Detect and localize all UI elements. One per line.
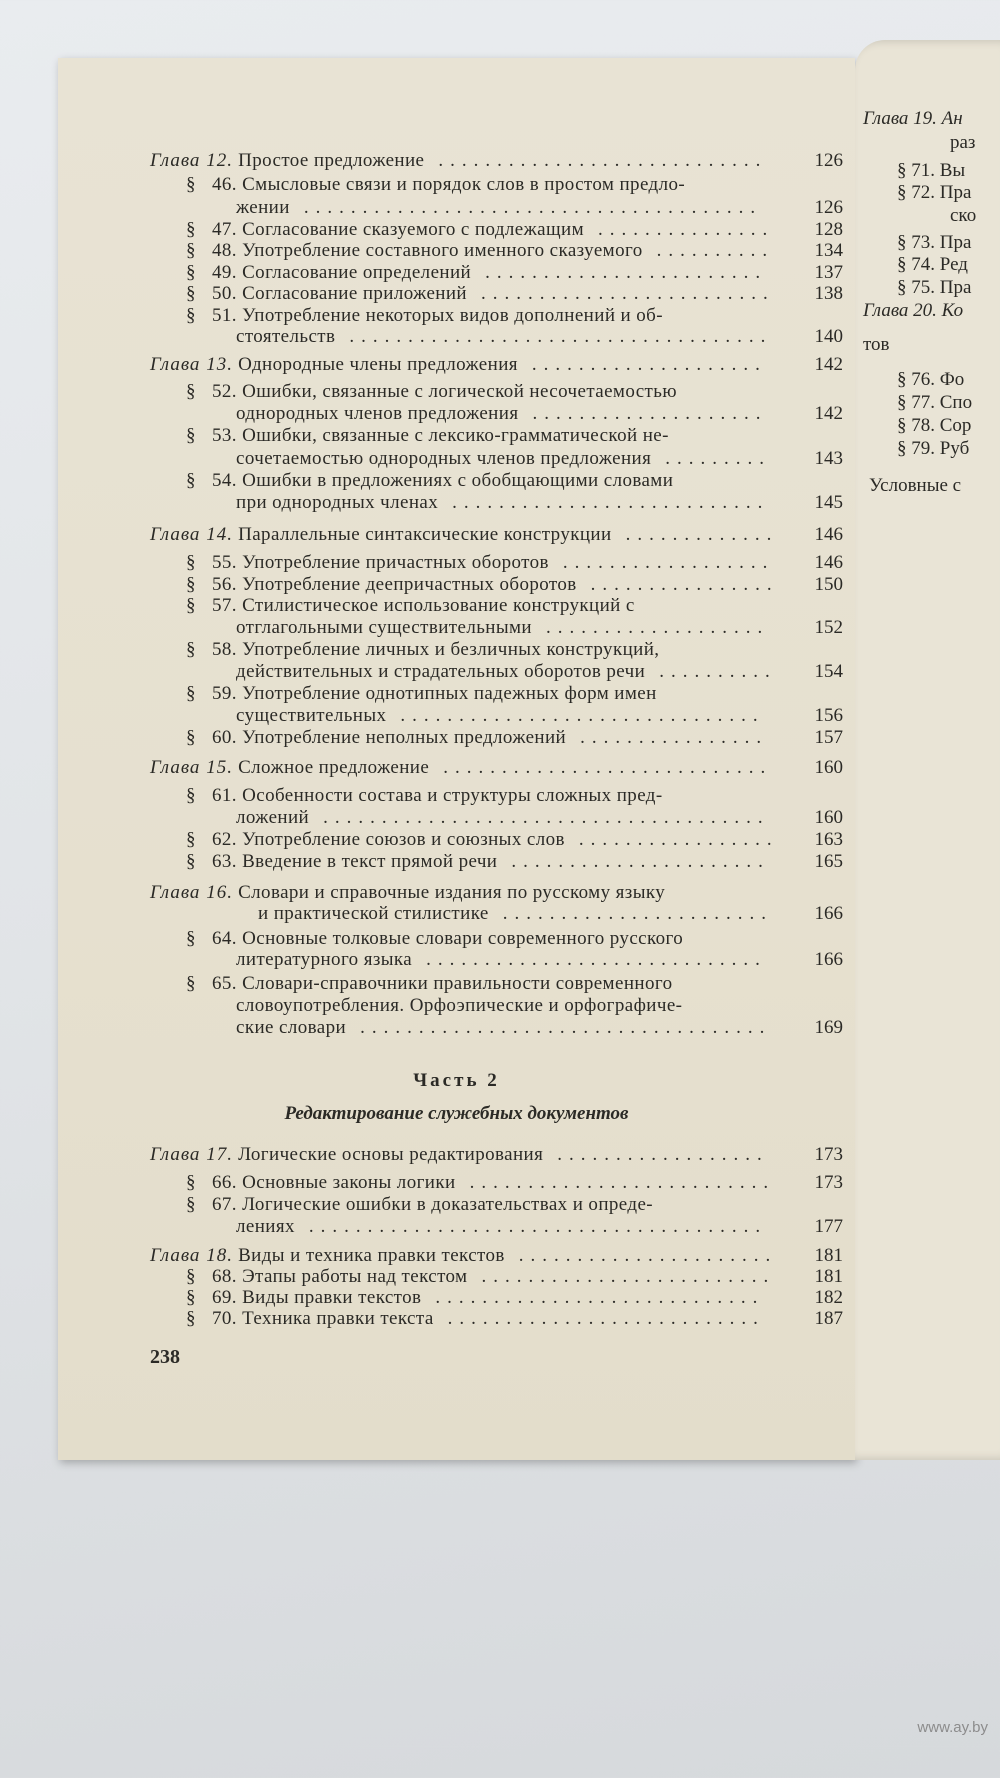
section-mark: § — [186, 1287, 196, 1308]
section-mark: § — [186, 283, 196, 304]
entry-continuation — [236, 1216, 295, 1238]
entry-continuation-text: лениях — [236, 1216, 295, 1237]
page-number: 146 — [814, 552, 843, 573]
section-entry — [186, 1308, 434, 1330]
dot-leader: ............................... — [400, 705, 765, 726]
section-mark: § — [186, 574, 196, 595]
section-title: Согласование определений — [242, 262, 472, 283]
chapter-number: 14. — [206, 524, 233, 545]
section-entry — [186, 1172, 456, 1194]
section-mark: § — [186, 240, 196, 261]
chapter-label: Глава — [150, 757, 207, 778]
dot-leader: ........................... — [452, 492, 770, 513]
page-number: 142 — [814, 354, 843, 375]
page-number: 177 — [814, 1216, 843, 1237]
section-number: 54. — [212, 470, 237, 491]
entry-continuation-text: словоупотребления. Орфоэпические и орфографиче- — [236, 995, 683, 1016]
entry-continuation-text: ские словари — [236, 1017, 347, 1038]
section-mark: § — [186, 1172, 196, 1193]
section-mark: § — [186, 595, 196, 616]
chapter-label: Глава — [150, 1144, 207, 1165]
section-number: 68. — [212, 1266, 237, 1287]
page-number: 160 — [814, 807, 843, 828]
section-title: Употребление личных и безличных конструкций, — [242, 639, 660, 660]
right-page-line: раз — [950, 132, 976, 153]
section-title: Ошибки, связанные с логической несочетаемостью — [242, 381, 677, 402]
section-entry — [186, 552, 549, 574]
part-subtitle: Редактирование служебных документов — [284, 1103, 629, 1124]
dot-leader: .......... — [656, 240, 775, 261]
chapter-title: Виды и техника правки текстов — [238, 1245, 505, 1266]
chapter-entry — [150, 150, 424, 172]
right-page — [855, 40, 1000, 1460]
dot-leader: ......................... — [481, 283, 775, 304]
page-number: 154 — [814, 661, 843, 682]
right-page-line: § 74. Ред — [897, 254, 968, 275]
page-number: 156 — [814, 705, 843, 726]
section-entry — [186, 727, 566, 749]
section-number: 60. — [212, 727, 237, 748]
section-title: Согласование приложений — [242, 283, 467, 304]
dot-leader: .................................... — [349, 326, 773, 347]
section-title: Употребление некоторых видов дополнений и об- — [242, 305, 663, 326]
section-mark: § — [186, 639, 196, 660]
right-page-line: Глава 20. Ко — [863, 300, 964, 321]
section-mark: § — [186, 785, 196, 806]
section-number: 56. — [212, 574, 237, 595]
page-number: 181 — [814, 1245, 843, 1266]
right-page-line: § 75. Пра — [897, 277, 972, 298]
section-entry — [186, 1266, 467, 1288]
entry-continuation-text: и практической стилистике — [258, 903, 489, 924]
section-entry — [186, 262, 471, 284]
page-number: 143 — [814, 448, 843, 469]
dot-leader: ........................ — [485, 262, 768, 283]
right-page-line: § 79. Руб — [897, 438, 970, 459]
section-number: 53. — [212, 425, 237, 446]
section-number: 46. — [212, 174, 237, 195]
section-mark: § — [186, 851, 196, 872]
dot-leader: ............................ — [443, 757, 773, 778]
entry-continuation-text: сочетаемостью однородных членов предложения — [236, 448, 652, 469]
dot-leader: ................... — [546, 617, 770, 638]
chapter-label: Глава — [150, 882, 207, 903]
section-title: Основные толковые словари современного русского — [242, 928, 684, 949]
chapter-label: Глава — [150, 1245, 207, 1266]
right-page-line: § 76. Фо — [897, 369, 965, 390]
section-title: Употребление однотипных падежных форм имен — [242, 683, 657, 704]
left-page — [58, 58, 855, 1460]
entry-continuation — [236, 807, 309, 829]
section-title: Употребление союзов и союзных слов — [242, 829, 565, 850]
section-number: 57. — [212, 595, 237, 616]
page-number: 146 — [814, 524, 843, 545]
chapter-label: Глава — [150, 354, 207, 375]
right-page-line: § 78. Сор — [897, 415, 972, 436]
right-page-line: § 72. Пра — [897, 182, 972, 203]
dot-leader: .................. — [557, 1144, 769, 1165]
section-mark: § — [186, 1266, 196, 1287]
entry-continuation — [236, 1017, 346, 1039]
dot-leader: ......... — [665, 448, 771, 469]
section-number: 49. — [212, 262, 237, 283]
page-number: 182 — [814, 1287, 843, 1308]
dot-leader: ....................... — [502, 903, 773, 924]
page-number: 152 — [814, 617, 843, 638]
section-mark: § — [186, 928, 196, 949]
section-title: Словари-справочники правильности современного — [242, 973, 673, 994]
dot-leader: ....................................... — [308, 1216, 768, 1237]
page-number: 163 — [814, 829, 843, 850]
section-number: 51. — [212, 305, 237, 326]
section-number: 67. — [212, 1194, 237, 1215]
right-page-line: Условные с — [869, 475, 962, 496]
page-number: 160 — [814, 757, 843, 778]
dot-leader: ............................ — [435, 1287, 765, 1308]
section-number: 70. — [212, 1308, 237, 1329]
page-number: 134 — [814, 240, 843, 261]
page-number: 138 — [814, 283, 843, 304]
dot-leader: .......................... — [469, 1172, 776, 1193]
right-page-line: тов — [863, 334, 890, 355]
entry-continuation — [236, 197, 290, 219]
entry-continuation — [236, 448, 651, 470]
entry-continuation-text: однородных членов предложения — [236, 403, 519, 424]
dot-leader: ................ — [590, 574, 779, 595]
section-title: Этапы работы над текстом — [242, 1266, 468, 1287]
section-entry — [186, 381, 677, 403]
chapter-number: 13. — [206, 354, 233, 375]
section-entry — [186, 595, 635, 617]
chapter-entry — [150, 1144, 543, 1166]
chapter-entry — [150, 882, 665, 904]
right-page-line: § 73. Пра — [897, 232, 972, 253]
entry-continuation — [236, 995, 682, 1017]
page-folio: 238 — [150, 1346, 180, 1368]
entry-continuation — [236, 705, 386, 727]
page-number: 181 — [814, 1266, 843, 1287]
section-entry — [186, 973, 672, 995]
part-title: Часть 2 — [413, 1070, 500, 1091]
entry-continuation — [236, 326, 335, 348]
chapter-label: Глава — [150, 524, 207, 545]
watermark: www.ay.by — [917, 1719, 988, 1736]
section-mark: § — [186, 305, 196, 326]
dot-leader: ........................... — [447, 1308, 765, 1329]
entry-continuation — [236, 617, 532, 639]
chapter-entry — [150, 524, 612, 546]
section-title: Употребление причастных оборотов — [242, 552, 549, 573]
dot-leader: ......................... — [481, 1266, 776, 1287]
entry-continuation-text: литературного языка — [236, 949, 413, 970]
right-page-line: § 71. Вы — [897, 160, 966, 181]
chapter-title: Сложное предложение — [238, 757, 430, 778]
section-mark: § — [186, 470, 196, 491]
chapter-label: Глава — [150, 150, 207, 171]
dot-leader: ...................... — [511, 851, 770, 872]
section-number: 58. — [212, 639, 237, 660]
page-number: 126 — [814, 150, 843, 171]
page-number: 173 — [814, 1144, 843, 1165]
section-entry — [186, 219, 584, 241]
section-title: Употребление неполных предложений — [242, 727, 567, 748]
entry-continuation-text: при однородных членах — [236, 492, 439, 513]
chapter-entry — [150, 1245, 505, 1267]
section-title: Стилистическое использование конструкций с — [242, 595, 635, 616]
section-number: 48. — [212, 240, 237, 261]
section-title: Смысловые связи и порядок слов в простом предло- — [242, 174, 686, 195]
dot-leader: ............................. — [426, 949, 767, 970]
section-entry — [186, 425, 669, 447]
section-title: Логические ошибки в доказательствах и опреде- — [242, 1194, 654, 1215]
chapter-title: Простое предложение — [238, 150, 425, 171]
dot-leader: ................ — [580, 727, 769, 748]
section-number: 66. — [212, 1172, 237, 1193]
section-entry — [186, 574, 577, 596]
section-number: 52. — [212, 381, 237, 402]
dot-leader: ............... — [598, 219, 775, 240]
entry-continuation-text: стоятельств — [236, 326, 336, 347]
dot-leader: ...................... — [518, 1245, 778, 1266]
section-entry — [186, 851, 497, 873]
chapter-title: Однородные члены предложения — [238, 354, 518, 375]
page-number: 166 — [814, 949, 843, 970]
chapter-number: 12. — [206, 150, 233, 171]
entry-continuation-text: существительных — [236, 705, 387, 726]
page-number: 150 — [814, 574, 843, 595]
section-entry — [186, 683, 657, 705]
chapter-title: Логические основы редактирования — [238, 1144, 544, 1165]
section-mark: § — [186, 973, 196, 994]
section-mark: § — [186, 174, 196, 195]
section-mark: § — [186, 425, 196, 446]
page-number: 187 — [814, 1308, 843, 1329]
section-mark: § — [186, 262, 196, 283]
section-entry — [186, 1194, 653, 1216]
page-number: 137 — [814, 262, 843, 283]
right-page-line: Глава 19. Ан — [863, 108, 963, 129]
dot-leader: ....................................... — [303, 197, 763, 218]
section-mark: § — [186, 683, 196, 704]
section-mark: § — [186, 1308, 196, 1329]
section-title: Употребление деепричастных оборотов — [242, 574, 577, 595]
page-number: 166 — [814, 903, 843, 924]
dot-leader: ............. — [625, 524, 779, 545]
section-mark: § — [186, 552, 196, 573]
chapter-entry — [150, 354, 518, 376]
entry-continuation — [236, 949, 412, 971]
chapter-number: 18. — [206, 1245, 233, 1266]
section-number: 55. — [212, 552, 237, 573]
chapter-title: Словари и справочные издания по русскому языку — [238, 882, 666, 903]
section-entry — [186, 829, 565, 851]
section-entry — [186, 174, 685, 196]
page-number: 128 — [814, 219, 843, 240]
section-entry — [186, 305, 663, 327]
section-number: 59. — [212, 683, 237, 704]
section-title: Основные законы логики — [242, 1172, 456, 1193]
section-title: Техника правки текста — [242, 1308, 434, 1329]
chapter-number: 16. — [206, 882, 233, 903]
section-entry — [186, 1287, 421, 1309]
section-number: 50. — [212, 283, 237, 304]
dot-leader: .................. — [562, 552, 775, 573]
section-entry — [186, 283, 467, 305]
section-entry — [186, 639, 659, 661]
entry-continuation — [258, 903, 489, 925]
dot-leader: ................. — [578, 829, 779, 850]
section-mark: § — [186, 1194, 196, 1215]
dot-leader: ............................ — [438, 150, 768, 171]
entry-continuation-text: действительных и страдательных оборотов речи — [236, 661, 646, 682]
section-entry — [186, 470, 673, 492]
section-title: Ошибки, связанные с лексико-грамматической не- — [242, 425, 669, 446]
section-title: Согласование сказуемого с подлежащим — [242, 219, 584, 240]
section-number: 64. — [212, 928, 237, 949]
section-entry — [186, 240, 643, 262]
section-number: 69. — [212, 1287, 237, 1308]
chapter-number: 15. — [206, 757, 233, 778]
dot-leader: ................................... — [360, 1017, 772, 1038]
section-title: Ошибки в предложениях с обобщающими словами — [242, 470, 674, 491]
entry-continuation-text: жении — [236, 197, 290, 218]
section-number: 63. — [212, 851, 237, 872]
section-mark: § — [186, 381, 196, 402]
page-number: 165 — [814, 851, 843, 872]
page-number: 140 — [814, 326, 843, 347]
chapter-number: 17. — [206, 1144, 233, 1165]
chapter-title: Параллельные синтаксические конструкции — [238, 524, 612, 545]
section-mark: § — [186, 219, 196, 240]
page-number: 142 — [814, 403, 843, 424]
section-title: Употребление составного именного сказуемого — [242, 240, 643, 261]
page-number: 126 — [814, 197, 843, 218]
section-mark: § — [186, 727, 196, 748]
page-number: 145 — [814, 492, 843, 513]
entry-continuation — [236, 403, 518, 425]
section-number: 62. — [212, 829, 237, 850]
section-title: Введение в текст прямой речи — [242, 851, 498, 872]
section-title: Виды правки текстов — [242, 1287, 422, 1308]
dot-leader: .................... — [532, 403, 768, 424]
entry-continuation — [236, 492, 438, 514]
entry-continuation-text: отглагольными существительными — [236, 617, 532, 638]
section-number: 65. — [212, 973, 237, 994]
dot-leader: .......... — [659, 661, 777, 682]
section-number: 47. — [212, 219, 237, 240]
page-number: 173 — [814, 1172, 843, 1193]
page-number: 157 — [814, 727, 843, 748]
section-mark: § — [186, 829, 196, 850]
entry-continuation-text: ложений — [236, 807, 310, 828]
chapter-entry — [150, 757, 429, 779]
right-page-line: ско — [950, 205, 977, 226]
section-entry — [186, 928, 683, 950]
section-entry — [186, 785, 663, 807]
section-title: Особенности состава и структуры сложных пред- — [242, 785, 663, 806]
page-number: 169 — [814, 1017, 843, 1038]
dot-leader: ...................................... — [323, 807, 770, 828]
section-number: 61. — [212, 785, 237, 806]
entry-continuation — [236, 661, 645, 683]
right-page-line: § 77. Спо — [897, 392, 973, 413]
dot-leader: .................... — [531, 354, 767, 375]
